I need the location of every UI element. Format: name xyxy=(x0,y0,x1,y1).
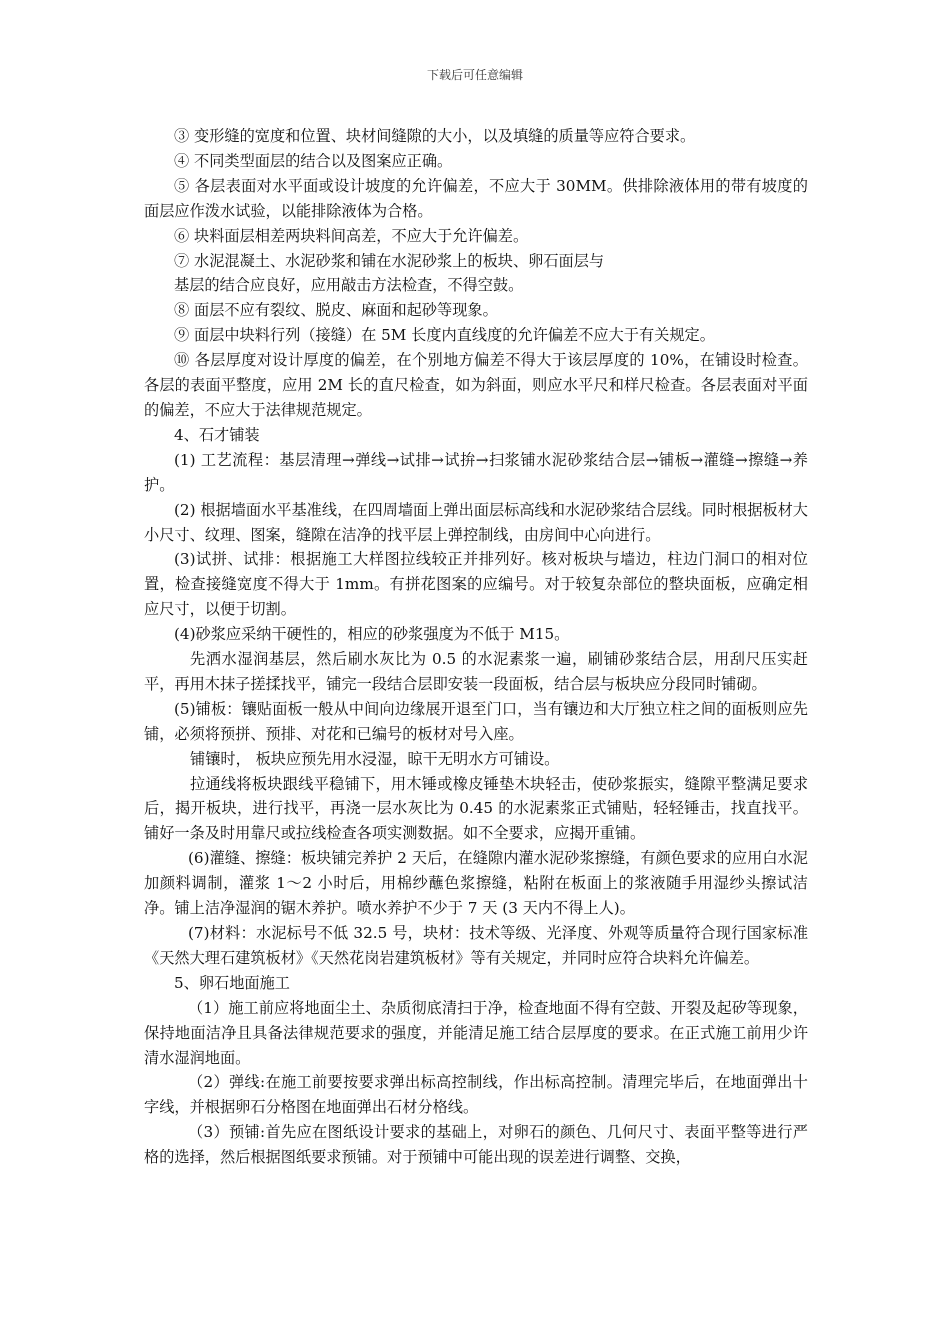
paragraph: 铺镶时， 板块应预先用水浸湿，晾干无明水方可铺设。 xyxy=(190,749,560,768)
document-body xyxy=(144,124,808,1170)
paragraph: (7)材料：水泥标号不低 32.5 号，块材：技术等级、光泽度、外观等质量符合现行国家标准《天然大理石建筑板材》《天然花岗岩建筑板材》等有关规定，并同时应符合块料允许偏差。 xyxy=(144,924,808,967)
paragraph: (2) 根据墙面水平基准线，在四周墙面上弹出面层标高线和水泥砂浆结合层线。同时根据板材大小尺寸、纹理、图案，缝隙在洁净的找平层上弹控制线，由房间中心向进行。 xyxy=(144,500,808,544)
paragraph: (3)试拼、试排：根据施工大样图拉线较正并排列好。核对板块与墙边，柱边门洞口的相对位置，检查接缝宽度不得大于 1mm。有拼花图案的应编号。对于较复杂部位的整块面板，应确定相应尺寸，以便于切割。 xyxy=(144,550,808,619)
paragraph: 基层的结合应良好，应用敲击方法检查，不得空鼓。 xyxy=(174,276,524,295)
paragraph: (4)砂浆应采纳干硬性的，相应的砂浆强度为不低于 M15。 xyxy=(174,625,570,644)
paragraph: ⑥ 块料面层相差两块料间高差，不应大于允许偏差。 xyxy=(174,226,529,245)
paragraph: ③ 变形缝的宽度和位置、块材间缝隙的大小，以及填缝的质量等应符合要求。 xyxy=(174,127,696,145)
paragraph: （3）预铺:首先应在图纸设计要求的基础上，对卵石的颜色、几何尺寸、表面平整等进行严格的选择，然后根据图纸要求预铺。对于预铺中可能出现的误差进行调整、交换， xyxy=(144,1123,808,1167)
paragraph: ⑤ 各层表面对水平面或设计坡度的允许偏差，不应大于 30MM。供排除液体用的带有坡度的面层应作泼水试验，以能排除液体为合格。 xyxy=(144,176,808,220)
paragraph: (1) 工艺流程：基层清理→弹线→试排→试拚→扫浆铺水泥砂浆结合层→铺板→灌缝→擦缝→养护。 xyxy=(144,450,808,494)
paragraph: (5)铺板：镶贴面板一般从中间向边缘展开退至门口，当有镶边和大厅独立柱之间的面板则应先铺，必须将预拼、预排、对花和已编号的板材对号入座。 xyxy=(144,699,808,743)
section-heading: 5、卵石地面施工 xyxy=(174,973,290,992)
paragraph: 拉通线将板块跟线平稳铺下，用木锤或橡皮锤垫木块轻击，使砂浆振实，缝隙平整满足要求后，揭开板块，进行找平，再浇一层水灰比为 0.45 的水泥素浆正式铺贴，轻轻锤击，找直找平。铺好一条及时用靠尺或拉线检查各项实测数据。如不全要求，应揭开重铺。 xyxy=(144,774,808,843)
paragraph: ⑨ 面层中块料行列（接缝）在 5M 长度内直线度的允许偏差不应大于有关规定。 xyxy=(174,326,715,345)
paragraph: 先洒水湿润基层，然后刷水灰比为 0.5 的水泥素浆一遍，刷铺砂浆结合层，用刮尺压实赶平，再用木抹子搓揉找平，铺完一段结合层即安装一段面板，结合层与板块应分段同时铺砌。 xyxy=(144,650,808,693)
paragraph: ④ 不同类型面层的结合以及图案应正确。 xyxy=(174,151,453,170)
paragraph: ⑦ 水泥混凝土、水泥砂浆和铺在水泥砂浆上的板块、卵石面层与 xyxy=(174,251,605,270)
paragraph: ⑧ 面层不应有裂纹、脱皮、麻面和起砂等现象。 xyxy=(174,301,498,320)
paragraph: (6)灌缝、擦缝：板块铺完养护 2 天后，在缝隙内灌水泥砂浆擦缝，有颜色要求的应用白水泥加颜料调制，灌浆 1～2 小时后，用棉纱蘸色浆擦缝，粘附在板面上的浆液随手用湿纱头擦试洁净。铺上洁净湿润的锯木养护。喷水养护不少于 7 天 (3 天内不得上人)。 xyxy=(144,849,808,918)
paragraph: （2）弹线:在施工前要按要求弹出标高控制线，作出标高控制。清理完毕后，在地面弹出十字线，并根据卵石分格图在地面弹出石材分格线。 xyxy=(144,1073,808,1117)
page-header: 下载后可任意编辑 xyxy=(426,68,523,82)
paragraph: （1）施工前应将地面尘土、杂质彻底清扫于净，检查地面不得有空鼓、开裂及起矽等现象，保持地面洁净且具备法律规范要求的强度，并能清足施工结合层厚度的要求。在正式施工前用少许清水湿润地面。 xyxy=(144,998,808,1067)
section-heading: 4、石才铺装 xyxy=(174,425,260,444)
paragraph: ⑩ 各层厚度对设计厚度的偏差，在个别地方偏差不得大于该层厚度的 10%，在铺设时检查。各层的表面平整度，应用 2M 长的直尺检查，如为斜面，则应水平尺和样尺检查。各层表面对平面的偏差，不应大于法律规范规定。 xyxy=(144,351,808,419)
